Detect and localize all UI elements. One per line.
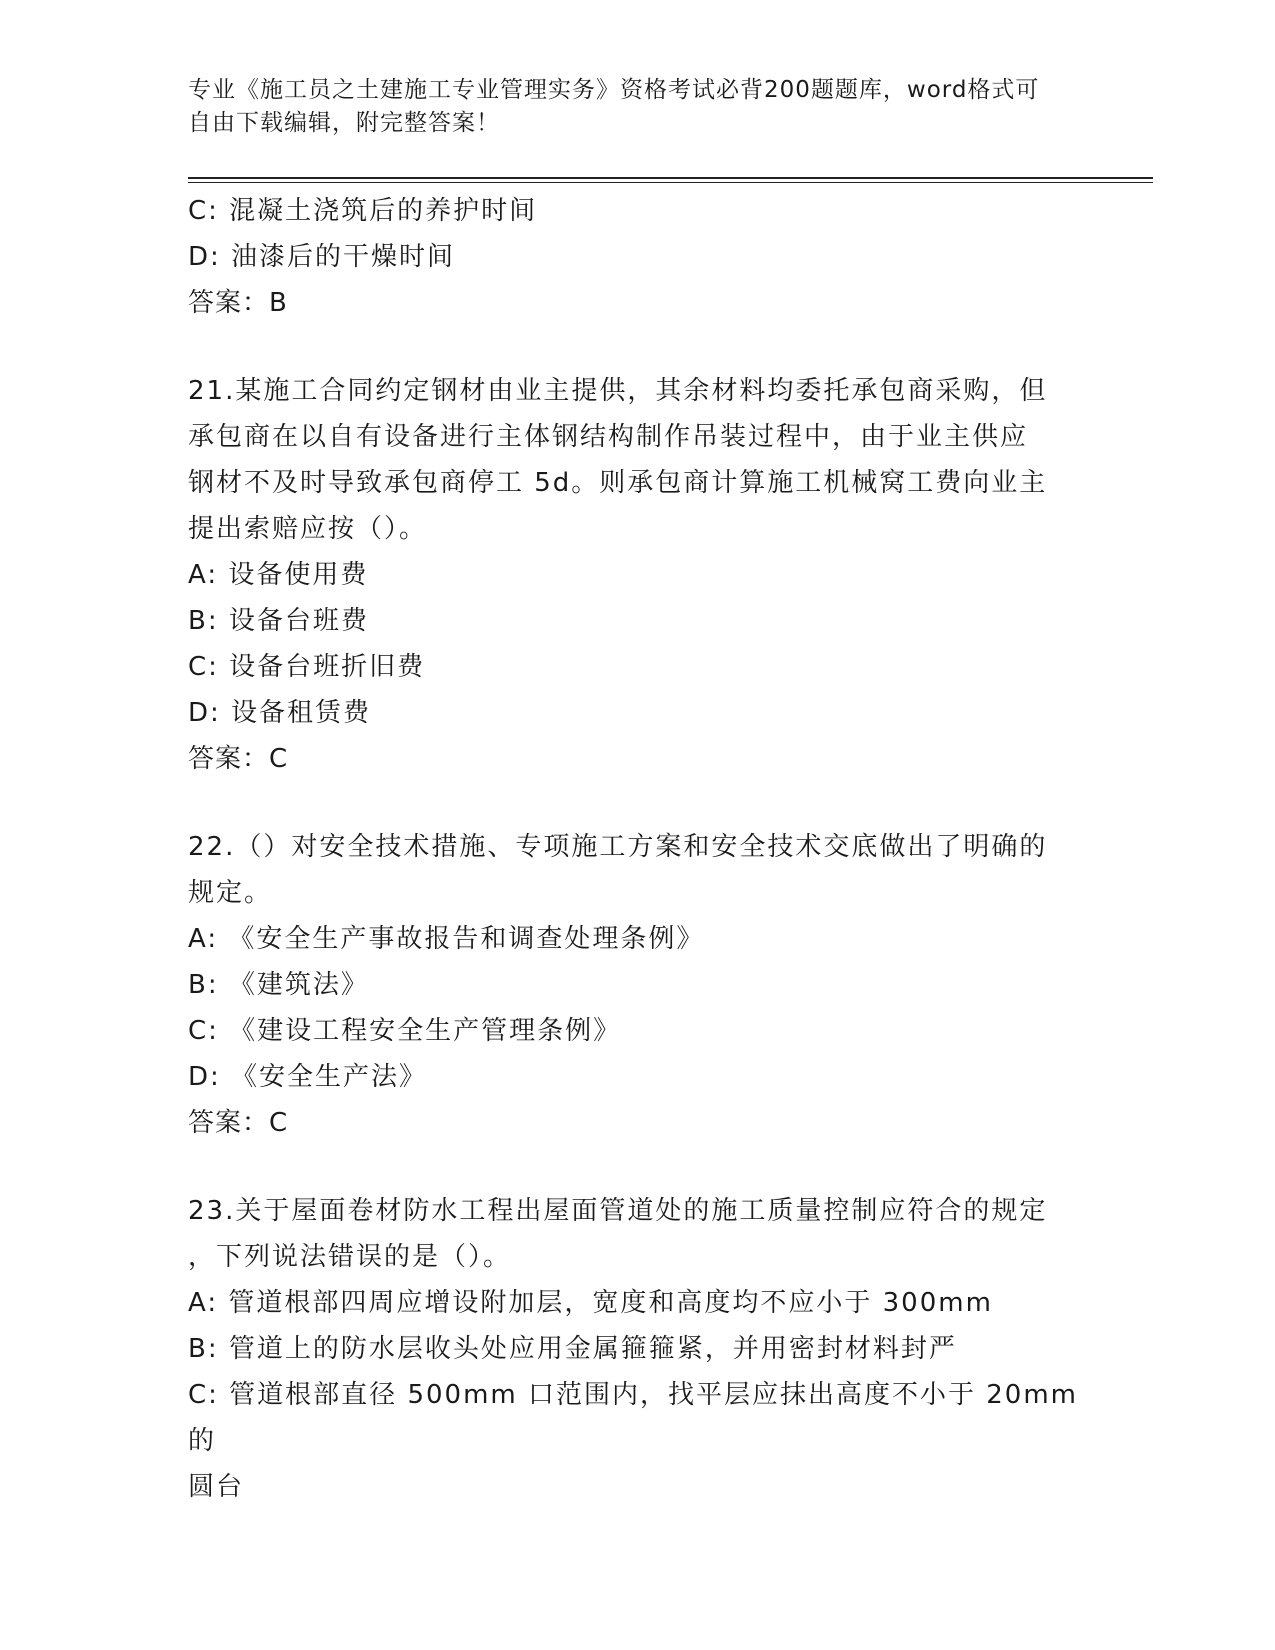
document-body [188, 188, 1088, 1510]
option-a: A: 《安全生产事故报告和调查处理条例》 [188, 924, 705, 954]
header-line: 自由下载编辑，附完整答案！ [188, 110, 500, 136]
question-stem-line: 提出索赔应按（）。 [188, 514, 428, 544]
question-stem-line: 规定。 [188, 878, 273, 908]
option-c-continued: 圆台 [188, 1472, 245, 1502]
option-d: D: 《安全生产法》 [188, 1062, 428, 1092]
question-22 [188, 824, 1088, 1146]
option-a: A: 管道根部四周应增设附加层，宽度和高度均不应小于 300mm [188, 1288, 993, 1318]
question-stem-line: ，下列说法错误的是（）。 [188, 1242, 512, 1272]
header-line: 专业《施工员之土建施工专业管理实务》资格考试必背200题题库，word格式可 [188, 77, 1040, 103]
question-stem-line: 22.（）对安全技术措施、专项施工方案和安全技术交底做出了明确的 [188, 832, 1048, 862]
question-stem-line: 钢材不及时导致承包商停工 5d。则承包商计算施工机械窝工费向业主 [188, 468, 1048, 498]
option-c: C: 管道根部直径 500mm 口范围内，找平层应抹出高度不小于 20mm 的 [188, 1380, 1089, 1456]
question-stem-line: 21.某施工合同约定钢材由业主提供，其余材料均委托承包商采购，但 [188, 376, 1048, 406]
question-23 [188, 1188, 1088, 1510]
option-c: C: 设备台班折旧费 [188, 652, 426, 682]
answer: 答案：C [188, 1108, 289, 1138]
option-c: C: 混凝土浇筑后的养护时间 [188, 196, 538, 226]
answer: 答案：C [188, 744, 289, 774]
option-d: D: 设备租赁费 [188, 698, 372, 728]
question-20-tail [188, 188, 1088, 326]
option-a: A: 设备使用费 [188, 560, 369, 590]
spacer [188, 782, 1088, 824]
answer: 答案：B [188, 288, 288, 318]
spacer [188, 326, 1088, 368]
option-c: C: 《建设工程安全生产管理条例》 [188, 1016, 622, 1046]
option-b: B: 管道上的防水层收头处应用金属箍箍紧，并用密封材料封严 [188, 1334, 957, 1364]
option-b: B: 设备台班费 [188, 606, 369, 636]
option-d: D: 油漆后的干燥时间 [188, 242, 456, 272]
question-21 [188, 368, 1088, 782]
question-stem-line: 承包商在以自有设备进行主体钢结构制作吊装过程中，由于业主供应 [188, 422, 1029, 452]
header-divider [188, 177, 1153, 179]
question-stem-line: 23.关于屋面卷材防水工程出屋面管道处的施工质量控制应符合的规定 [188, 1196, 1048, 1226]
option-b: B: 《建筑法》 [188, 970, 369, 1000]
header-divider [188, 182, 1153, 183]
page-header [188, 74, 1068, 140]
spacer [188, 1146, 1088, 1188]
